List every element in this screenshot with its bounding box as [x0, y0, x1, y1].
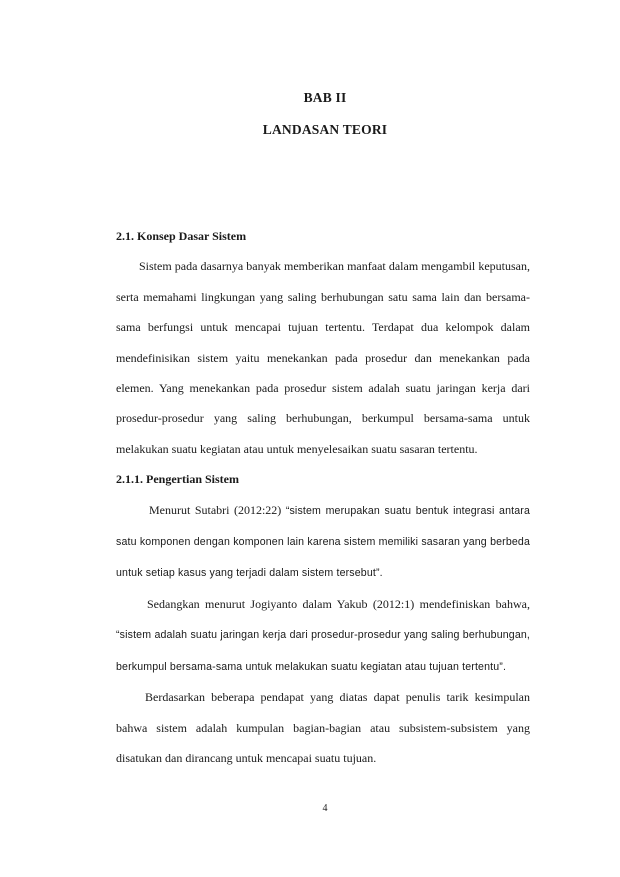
page-number: 4: [322, 803, 328, 814]
quote-intro-sutabri: Menurut Sutabri (2012:22): [149, 502, 286, 517]
quote-paragraph-sutabri: [116, 495, 530, 589]
conclusion-paragraph: Berdasarkan beberapa pendapat yang diatas dapat penulis tarik kesimpulan bahwa sistem adalah kumpulan bagian-bagian atau subsistem-subsistem yang disatukan dan dirancang untuk mencapai suatu tujuan.: [116, 690, 530, 765]
document-body: [116, 221, 530, 773]
quote-text-jogiyanto: “sistem adalah suatu jaringan kerja dari prosedur-prosedur yang saling berhubungan, berkumpul bersama-sama untuk melakukan suatu kegiatan atau tujuan tertentu”.: [116, 629, 530, 673]
quote-paragraph-jogiyanto: [116, 589, 530, 682]
chapter-number: BAB II: [303, 90, 347, 105]
section-heading-2-1: 2.1. Konsep Dasar Sistem: [116, 229, 247, 243]
section-2-1-paragraph: Sistem pada dasarnya banyak memberikan manfaat dalam mengambil keputusan, serta memahami lingkungan yang saling berhubungan satu sama lain dan bersama-sama berfungsi untuk mencapai tujuan tertentu. Terdapat dua kelompok dalam mendefinisikan sistem yaitu menekankan pada prosedur dan menekankan pada elemen. Yang menekankan pada prosedur sistem adalah suatu jaringan kerja dari prosedur-prosedur yang saling berhubungan, berkumpul bersama-sama untuk melakukan suatu kegiatan atau untuk menyelesaikan suatu sasaran tertentu.: [116, 259, 530, 456]
chapter-title: LANDASAN TEORI: [262, 122, 388, 137]
quote-text-sutabri: “sistem merupakan suatu bentuk integrasi antara satu komponen dengan komponen lain karena sistem memiliki sasaran yang berbeda untuk setiap kasus yang terjadi dalam sistem tersebut”.: [116, 504, 530, 580]
section-heading-2-1-1: 2.1.1. Pengertian Sistem: [116, 472, 239, 487]
quote-intro-jogiyanto: Sedangkan menurut Jogiyanto dalam Yakub (2012:1) mendefiniskan bahwa,: [147, 596, 530, 611]
